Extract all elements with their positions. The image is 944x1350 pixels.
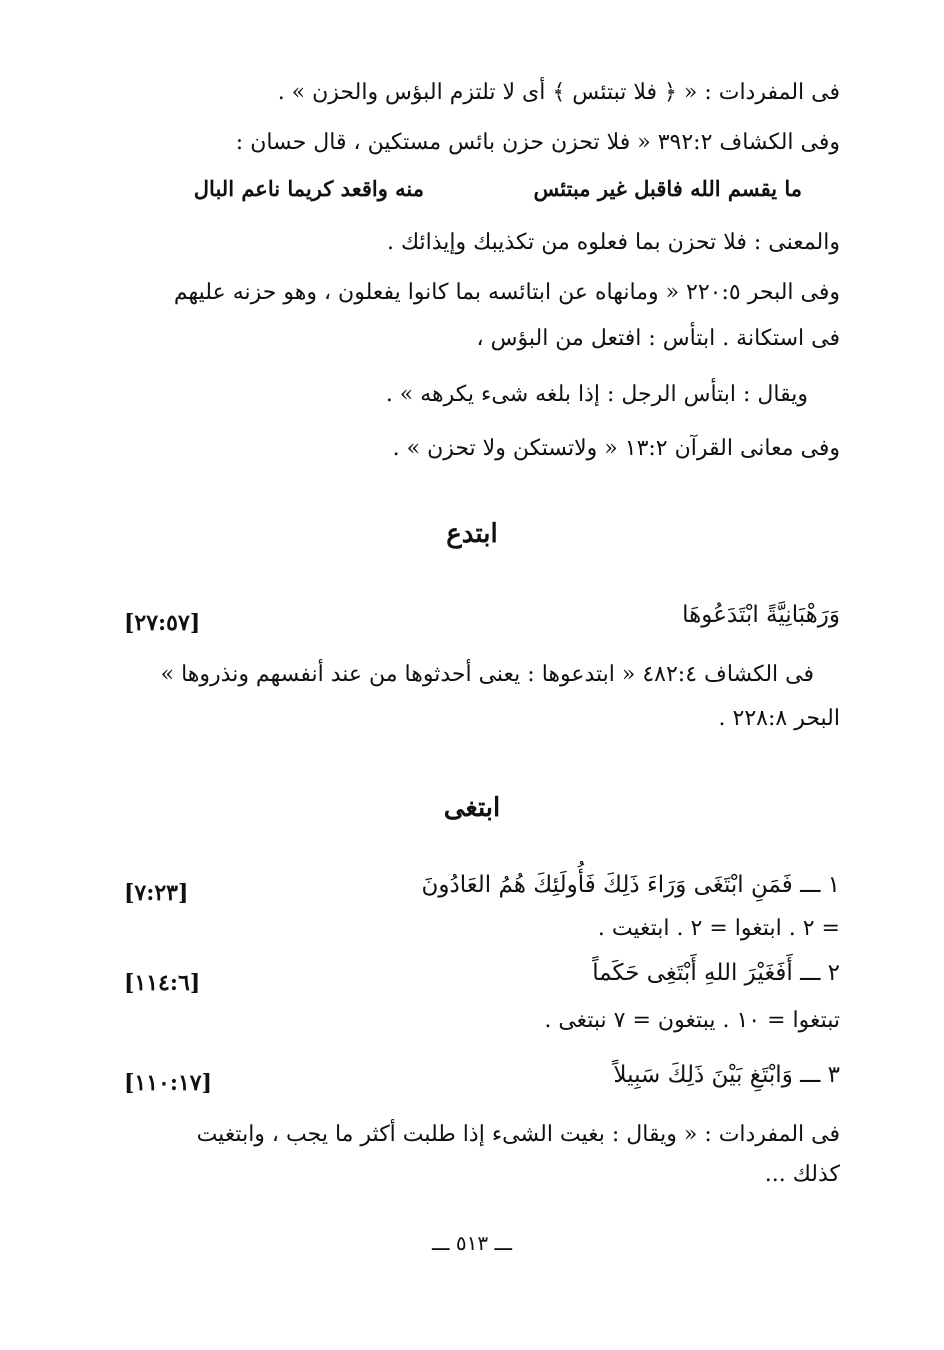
quran-verse: ٢ ـــ أَفَغَيْرَ اللهِ أَبْتَغِى حَكَماً <box>592 960 840 986</box>
verse-reference: [٢٧:٥٧] <box>124 610 201 636</box>
text-line: وفى معانى القرآن ١٣:٢ « ولاتستكن ولا تحزن » . <box>392 436 840 461</box>
verse-reference: [٧:٢٣] <box>124 880 189 906</box>
section-heading: ابتدع <box>446 519 498 549</box>
text-line: = ٢ . ابتغوا = ٢ . ابتغيت . <box>597 916 840 941</box>
text-line: والمعنى : فلا تحزن بما فعلوه من تكذيبك وإيذائك . <box>386 230 840 255</box>
text-line: فى المفردات : « ﴿ فلا تبتئس ﴾ أى لا تلتزم البؤس والحزن » . <box>277 80 840 105</box>
verse-reference: [١١٤:٦] <box>124 970 201 996</box>
poem-second-hemistich: منه واقعد كريما ناعم البال <box>193 176 424 201</box>
text-line: البحر ٢٢٨:٨ . <box>718 706 840 731</box>
text-line: وفى البحر ٢٢٠:٥ « ومانهاه عن ابتائسه بما كانوا يفعلون ، وهو حزنه عليهم <box>173 280 840 305</box>
text-line: فى استكانة . ابتأس : افتعل من البؤس ، <box>476 326 840 351</box>
text-line: وفى الكشاف ٣٩٢:٢ « فلا تحزن حزن بائس مستكين ، قال حسان : <box>235 130 840 155</box>
quran-verse: وَرَهْبَانِيَّةً ابْتَدَعُوهَا <box>682 602 840 628</box>
section-heading: ابتغى <box>443 793 501 823</box>
quran-verse: ٣ ـــ وَابْتَغِ بَيْنَ ذَلِكَ سَبِيلاً <box>613 1062 840 1088</box>
text-line: فى المفردات : « ويقال : بغيت الشىء إذا طلبت أكثر ما يجب ، وابتغيت <box>196 1122 840 1147</box>
verse-reference: [١١٠:١٧] <box>124 1070 213 1096</box>
text-line: ويقال : ابتأس الرجل : إذا بلغه شىء يكرهه » . <box>385 382 808 407</box>
text-line: كذلك ... <box>764 1162 840 1187</box>
text-line: فى الكشاف ٤٨٢:٤ « ابتدعوها : يعنى أحدثوها من عند أنفسهم ونذروها » <box>160 662 814 687</box>
page-number: ـــ ٥١٣ ـــ <box>431 1231 513 1255</box>
quran-verse: ١ ـــ فَمَنِ ابْتَغَى وَرَاءَ ذَلِكَ فَأُولَئِكَ هُمُ العَادُونَ <box>421 872 840 898</box>
text-line: تبتغوا = ١٠ . يبتغون = ٧ نبتغى . <box>544 1008 840 1033</box>
poem-first-hemistich: ما يقسم الله فاقبل غير مبتئس <box>533 176 802 201</box>
